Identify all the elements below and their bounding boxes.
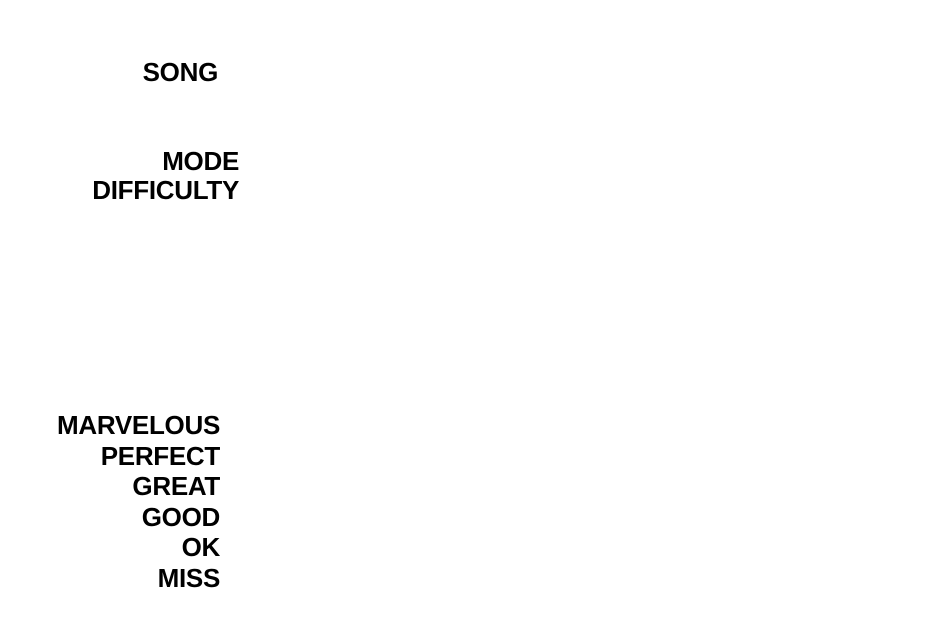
judgment-perfect-label: PERFECT xyxy=(100,440,220,471)
judgment-good-label: GOOD xyxy=(141,501,220,532)
judgment-miss-label: MISS xyxy=(157,562,220,593)
difficulty-label: DIFFICULTY xyxy=(92,175,239,205)
judgment-list xyxy=(57,410,220,593)
song-label: SONG xyxy=(142,57,218,87)
mode-label: MODE xyxy=(162,146,239,176)
judgment-marvelous-label: MARVELOUS xyxy=(57,410,220,440)
judgment-ok-label: OK xyxy=(181,532,220,562)
judgment-great-label: GREAT xyxy=(132,471,220,501)
